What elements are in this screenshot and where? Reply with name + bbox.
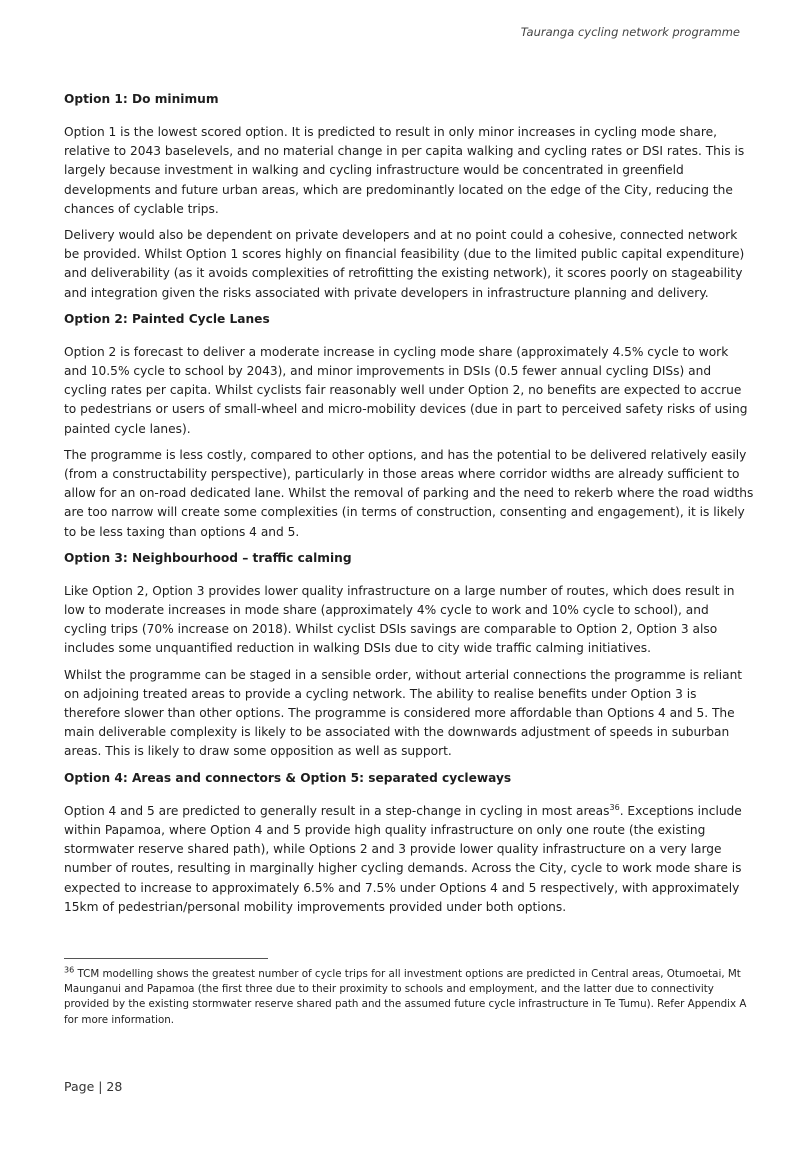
- section-option-3: [64, 549, 754, 762]
- paragraph-text: Option 4 and 5 are predicted to generally result in a step-change in cycling in most areas: [64, 803, 610, 818]
- paragraph: Delivery would also be dependent on private developers and at no point could a cohesive, connected network be provided. Whilst Option 1 scores highly on financial feasibility (due to the limited public capital expenditure) and deliverability (as it avoids complexities of retrofitting the existing network), it scores poorly on stageability and integration given the risks associated with private developers in infrastructure planning and delivery.: [64, 228, 745, 300]
- page-number: Page | 28: [64, 1079, 123, 1094]
- section-option-4-5: [64, 769, 754, 917]
- section-option-1: [64, 90, 754, 303]
- paragraph: The programme is less costly, compared to other options, and has the potential to be delivered relatively easily (from a constructability perspective), particularly in those areas where corridor widths are already sufficient to allow for an on-road dedicated lane. Whilst the removal of parking and the need to rekerb where the road widths are too narrow will create some complexities (in terms of construction, consenting and engagement), it is likely to be less taxing than options 4 and 5.: [64, 447, 754, 539]
- footnote-text: TCM modelling shows the greatest number of cycle trips for all investment options are predicted in Central areas, Otumoetai, Mt Maunganui and Papamoa (the first three due to their proximity to schools and employment, and the latter due to connectivity provided by the existing stormwater reserve shared path and the assumed future cycle infrastructure in Te Tumu). Refer Appendix A for more information.: [64, 968, 747, 1026]
- paragraph: Whilst the programme can be staged in a sensible order, without arterial connections the programme is reliant on adjoining treated areas to provide a cycling network. The ability to realise benefits under Option 3 is therefore slower than other options. The programme is considered more affordable than Options 4 and 5. The main deliverable complexity is likely to be associated with the downwards adjustment of speeds in suburban areas. This is likely to draw some opposition as well as support.: [64, 667, 743, 759]
- section-heading: Option 3: Neighbourhood – traffic calming: [64, 550, 352, 565]
- section-heading: Option 1: Do minimum: [64, 92, 219, 106]
- main-content: [64, 90, 754, 924]
- paragraph: [64, 802, 754, 917]
- footnote-divider: [64, 958, 268, 959]
- footnote: [64, 967, 754, 1028]
- paragraph: Option 2 is forecast to deliver a moderate increase in cycling mode share (approximately 4.5% cycle to work and 10.5% cycle to school by 2043), and minor improvements in DSIs (0.5 fewer annual cycling DISs) and cycling rates per capita. Whilst cyclists fair reasonably well under Option 2, no benefits are expected to accrue to pedestrians or users of small-wheel and micro-mobility devices (due in part to perceived safety risks of using painted cycle lanes).: [64, 344, 748, 436]
- paragraph: Option 1 is the lowest scored option. It is predicted to result in only minor increases in cycling mode share, relative to 2043 baselevels, and no material change in per capita walking and cycling rates or DSI rates. This is largely because investment in walking and cycling infrastructure would be concentrated in greenfield developments and future urban areas, which are predominantly located on the edge of the City, reducing the chances of cyclable trips.: [64, 125, 745, 216]
- footnote-number: 36: [64, 965, 75, 975]
- section-option-2: [64, 310, 754, 542]
- section-heading: Option 2: Painted Cycle Lanes: [64, 311, 270, 326]
- paragraph: Like Option 2, Option 3 provides lower quality infrastructure on a large number of routes, which does result in low to moderate increases in mode share (approximately 4% cycle to work and 10% cycle to school), and cycling trips (70% increase on 2018). Whilst cyclist DSIs savings are comparable to Option 2, Option 3 also includes some unquantified reduction in walking DSIs due to city wide traffic calming initiatives.: [64, 583, 735, 656]
- footnote-reference[interactable]: 36: [609, 802, 620, 812]
- paragraph-text: . Exceptions include within Papamoa, where Option 4 and 5 provide high quality infrastructure on only one route (the existing stormwater reserve shared path), while Options 2 and 3 provide lower quality infrastructure on a very large number of routes, resulting in marginally higher cycling demands. Across the City, cycle to work mode share is expected to increase to approximately 6.5% and 7.5% under Options 4 and 5 respectively, with approximately 15km of pedestrian/personal mobility improvements provided under both options.: [64, 803, 742, 914]
- running-header: Tauranga cycling network programme: [520, 25, 740, 39]
- section-heading: Option 4: Areas and connectors & Option 5: separated cycleways: [64, 770, 512, 785]
